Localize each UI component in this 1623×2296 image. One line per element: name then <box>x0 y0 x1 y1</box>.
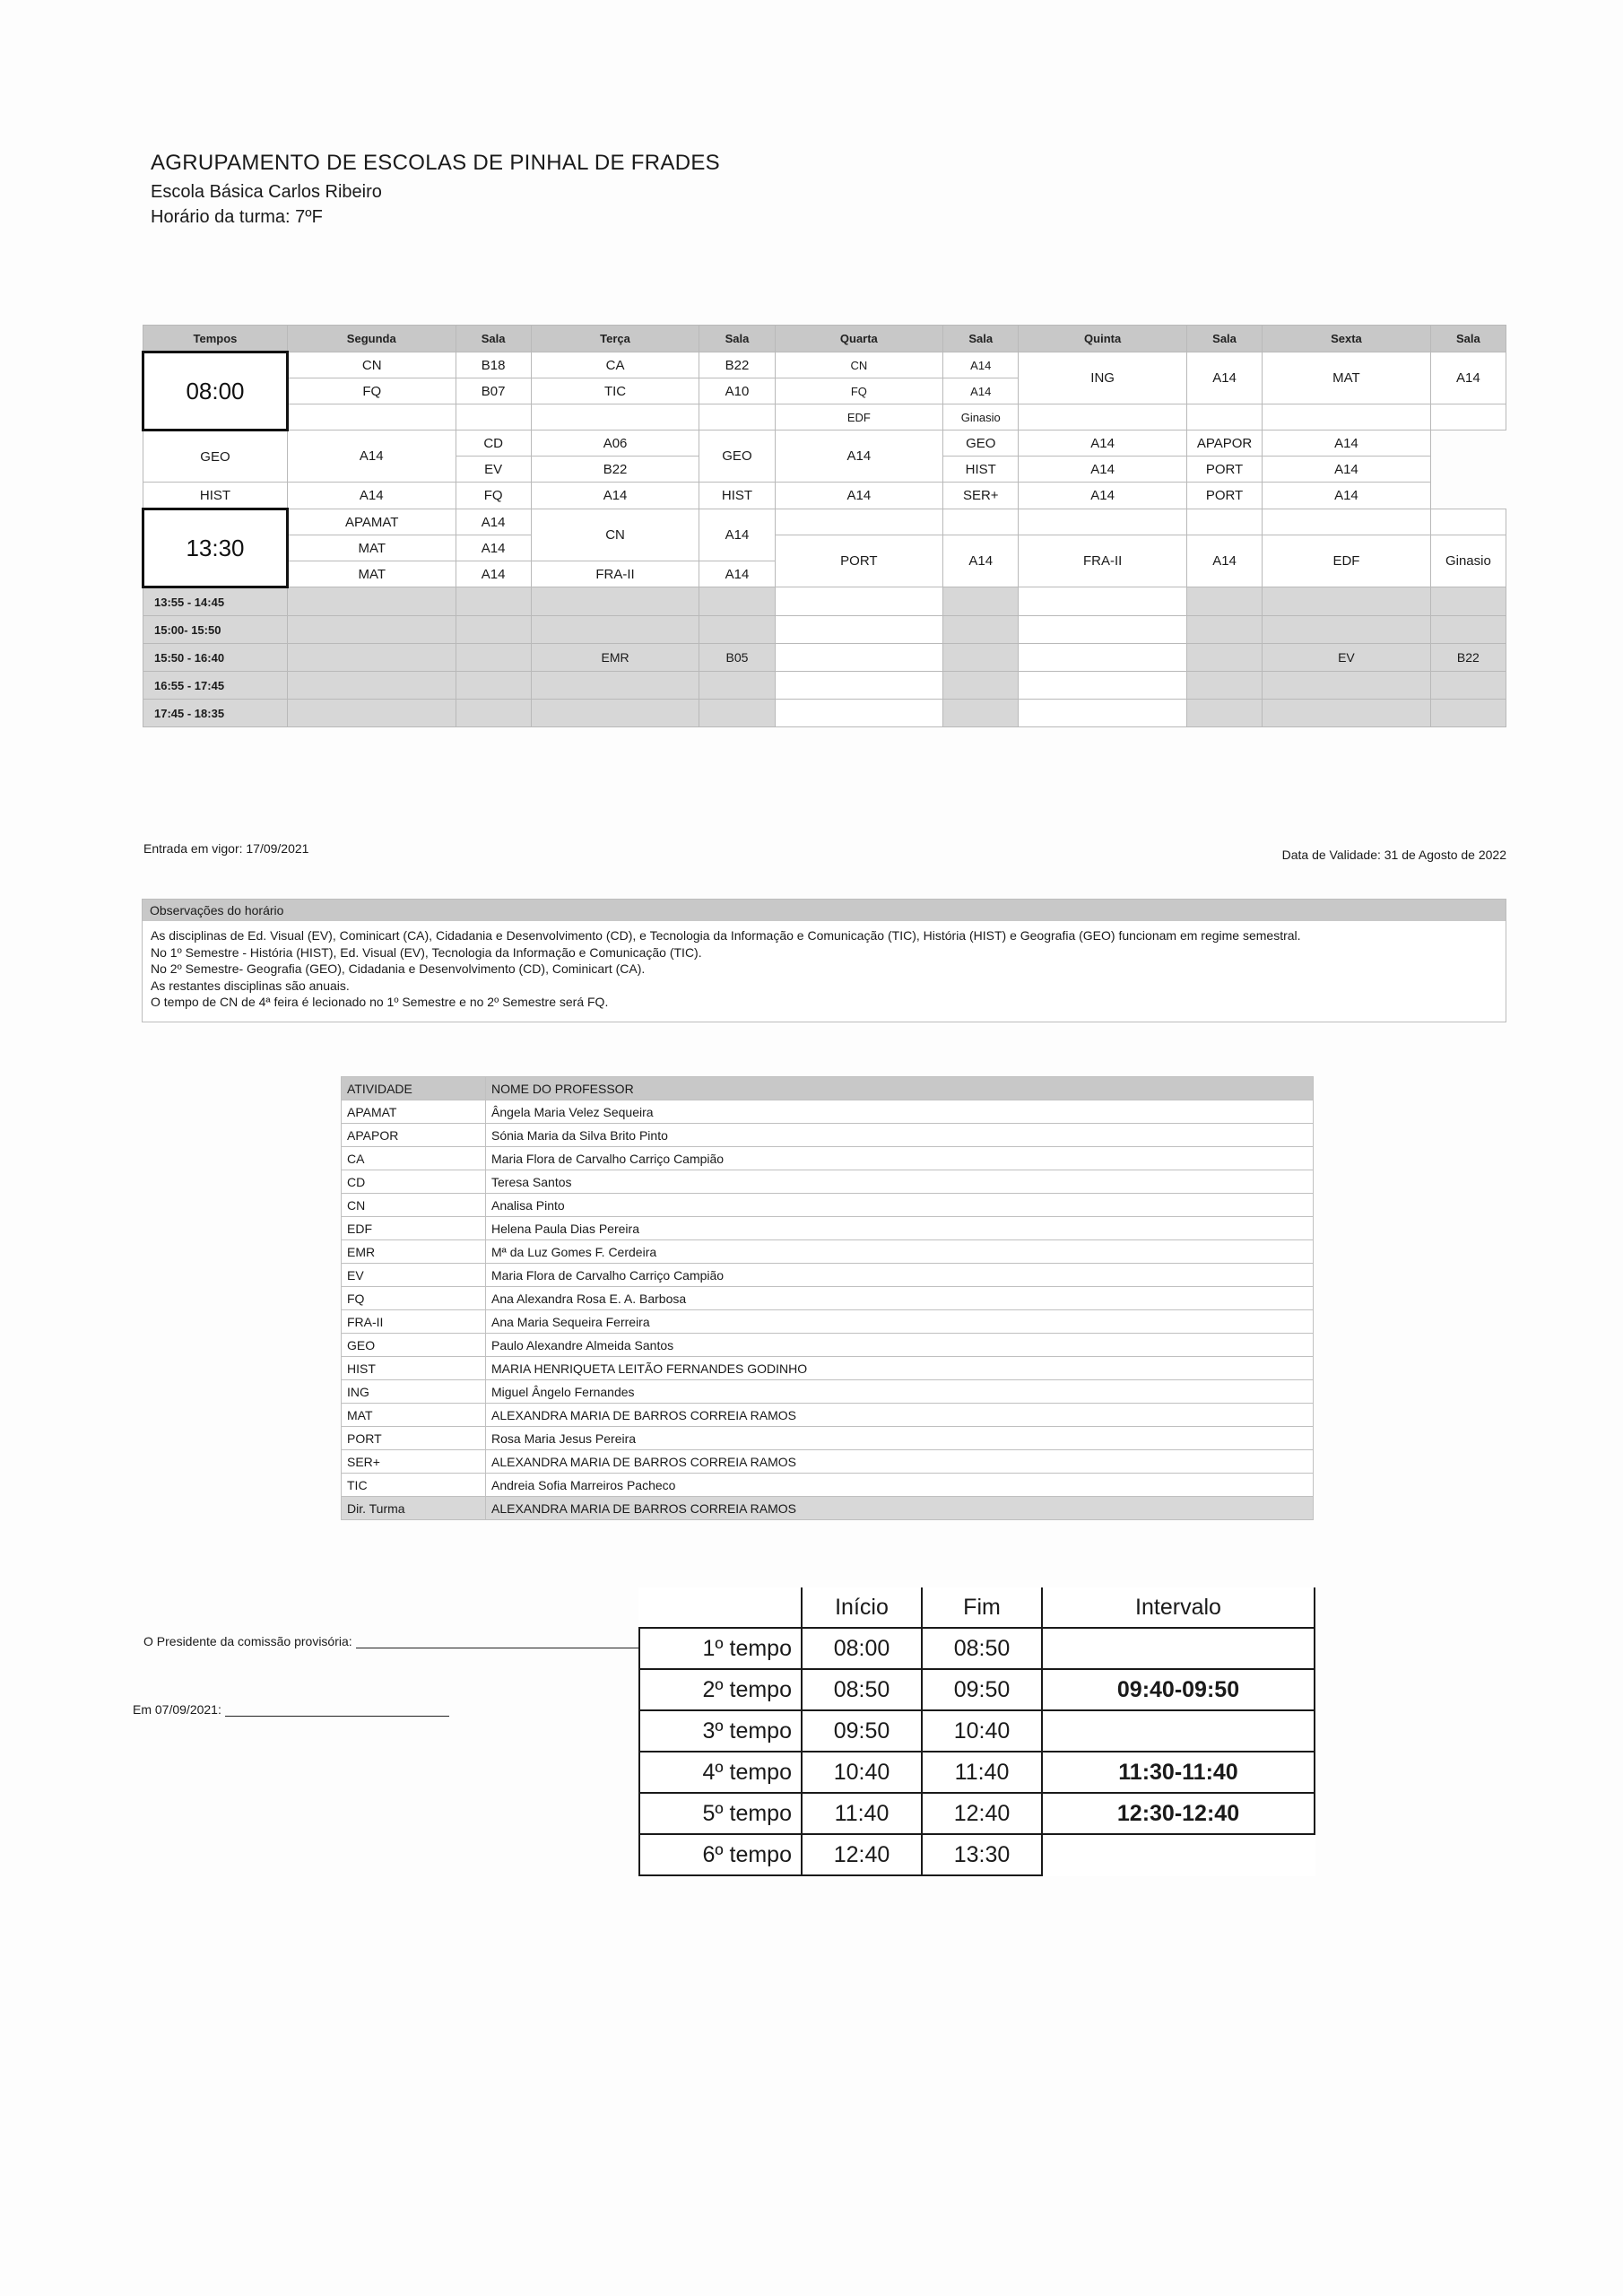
times-intervalo-1 <box>1042 1628 1315 1669</box>
slot-quinta-a3 <box>1019 644 1187 672</box>
times-intervalo-4: 11:30-11:40 <box>1042 1752 1315 1793</box>
slot-segunda-1: CN <box>287 352 456 378</box>
slot-quarta-a3 <box>775 644 943 672</box>
sala-segunda-2: B07 <box>456 378 531 404</box>
teacher-code: FQ <box>342 1287 486 1310</box>
slot-quarta-1: CN <box>775 352 943 378</box>
times-intervalo-2: 09:40-09:50 <box>1042 1669 1315 1710</box>
teacher-code: SER+ <box>342 1450 486 1474</box>
sala-segunda-a4 <box>456 672 531 700</box>
times-fim-3: 10:40 <box>922 1710 1042 1752</box>
slot-quinta-1: ING <box>1019 352 1187 404</box>
slot-terca-a3: EMR <box>531 644 699 672</box>
times-intervalo-3 <box>1042 1710 1315 1752</box>
slot-sexta-7 <box>1263 509 1431 535</box>
sala-segunda-1: B18 <box>456 352 531 378</box>
president-signature-line <box>143 1634 643 1648</box>
sala-sexta-1: A14 <box>1430 352 1506 404</box>
sala-segunda-8: A14 <box>456 535 531 561</box>
teacher-code: HIST <box>342 1357 486 1380</box>
table-row <box>639 1628 1315 1669</box>
afternoon-label-2: 15:00- 15:50 <box>143 616 288 644</box>
timetable <box>142 325 1506 727</box>
teacher-name: ALEXANDRA MARIA DE BARROS CORREIA RAMOS <box>486 1450 1314 1474</box>
afternoon-label-1: 13:55 - 14:45 <box>143 587 288 616</box>
slot-terca-a4 <box>531 672 699 700</box>
times-tempo-5: 5º tempo <box>639 1793 802 1834</box>
col-header-sala-sexta: Sala <box>1430 326 1506 352</box>
slot-quinta-a5 <box>1019 700 1187 727</box>
observation-line-1: As disciplinas de Ed. Visual (EV), Cominicart (CA), Cidadania e Desenvolvimento (CD), e Tecnologia da Informação e Comunicação (TIC), História (HIST) e Geografia (GEO) funcionam em regime semestral. <box>151 928 1301 943</box>
col-header-atividade: ATIVIDADE <box>342 1077 486 1100</box>
observation-line-2: No 1º Semestre - História (HIST), Ed. Visual (EV), Tecnologia da Informação e Comunicação (TIC). <box>151 944 702 960</box>
times-inicio-4: 10:40 <box>802 1752 922 1793</box>
slot-sexta-1: MAT <box>1263 352 1431 404</box>
table-row <box>342 1194 1314 1217</box>
slot-quinta-8: FRA-II <box>1019 535 1187 587</box>
slot-segunda-3 <box>287 404 456 430</box>
class-line: Horário da turma: 7ºF <box>151 207 323 227</box>
slot-sexta-a4 <box>1263 672 1431 700</box>
sala-quarta-a4 <box>943 672 1019 700</box>
sala-sexta-5: A14 <box>1263 457 1431 483</box>
teacher-code: APAMAT <box>342 1100 486 1124</box>
sala-terca-7: A14 <box>699 509 775 561</box>
table-row <box>342 1380 1314 1404</box>
col-header-sala-quarta: Sala <box>943 326 1019 352</box>
slot-segunda-6: HIST <box>143 483 288 509</box>
teacher-name: Mª da Luz Gomes F. Cerdeira <box>486 1240 1314 1264</box>
teacher-code: TIC <box>342 1474 486 1497</box>
sala-terca-4: A06 <box>531 430 699 457</box>
table-row <box>639 1669 1315 1710</box>
slot-quinta-5: HIST <box>943 457 1019 483</box>
teacher-code: FRA-II <box>342 1310 486 1334</box>
teacher-code: Dir. Turma <box>342 1497 486 1520</box>
sala-sexta-a3: B22 <box>1430 644 1506 672</box>
sala-quinta-6: A14 <box>1019 483 1187 509</box>
table-row <box>639 1793 1315 1834</box>
table-row <box>143 616 1506 644</box>
teacher-name: Maria Flora de Carvalho Carriço Campião <box>486 1264 1314 1287</box>
times-fim-2: 09:50 <box>922 1669 1042 1710</box>
slot-segunda-4: GEO <box>143 430 288 483</box>
table-row <box>342 1100 1314 1124</box>
sala-terca-3 <box>699 404 775 430</box>
slot-quarta-7 <box>775 509 943 535</box>
slot-quarta-6: HIST <box>699 483 775 509</box>
table-row <box>143 509 1506 535</box>
sala-segunda-3 <box>456 404 531 430</box>
slot-quarta-4: GEO <box>699 430 775 483</box>
sala-quinta-a3 <box>1186 644 1262 672</box>
table-row <box>342 1450 1314 1474</box>
table-row <box>143 587 1506 616</box>
slot-terca-1: CA <box>531 352 699 378</box>
sala-quinta-a4 <box>1186 672 1262 700</box>
times-col-header-blank <box>639 1587 802 1628</box>
slot-quinta-6: SER+ <box>943 483 1019 509</box>
col-header-tempos: Tempos <box>143 326 288 352</box>
time-label-afternoon: 13:30 <box>143 509 288 587</box>
table-row <box>342 1287 1314 1310</box>
sala-quarta-3: Ginasio <box>943 404 1019 430</box>
teacher-code: CD <box>342 1170 486 1194</box>
teacher-name: Ângela Maria Velez Sequeira <box>486 1100 1314 1124</box>
slot-terca-6: FQ <box>456 483 531 509</box>
slot-terca-7: CN <box>531 509 699 561</box>
times-col-header-inicio: Início <box>802 1587 922 1628</box>
times-inicio-5: 11:40 <box>802 1793 922 1834</box>
sala-quinta-a5 <box>1186 700 1262 727</box>
sala-quinta-a2 <box>1186 616 1262 644</box>
table-row <box>143 644 1506 672</box>
afternoon-label-4: 16:55 - 17:45 <box>143 672 288 700</box>
sala-quinta-5: A14 <box>1019 457 1187 483</box>
sala-sexta-7 <box>1430 509 1506 535</box>
sala-terca-1: B22 <box>699 352 775 378</box>
table-row <box>143 535 1506 561</box>
timetable-start-date: Entrada em vigor: 17/09/2021 <box>143 841 309 856</box>
teacher-code: APAPOR <box>342 1124 486 1147</box>
table-row <box>342 1497 1314 1520</box>
times-fim-4: 11:40 <box>922 1752 1042 1793</box>
slot-quinta-a2 <box>1019 616 1187 644</box>
teacher-name: Ana Alexandra Rosa E. A. Barbosa <box>486 1287 1314 1310</box>
times-tempo-6: 6º tempo <box>639 1834 802 1875</box>
sala-terca-a3: B05 <box>699 644 775 672</box>
slot-quinta-4: GEO <box>943 430 1019 457</box>
table-row <box>342 1357 1314 1380</box>
times-intervalo-5: 12:30-12:40 <box>1042 1793 1315 1834</box>
observations-box <box>142 899 1506 1022</box>
times-col-header-intervalo: Intervalo <box>1042 1587 1315 1628</box>
sala-quarta-6: A14 <box>775 483 943 509</box>
slot-terca-3 <box>531 404 699 430</box>
slot-terca-5: EV <box>456 457 531 483</box>
table-row <box>143 700 1506 727</box>
slot-segunda-a2 <box>287 616 456 644</box>
sala-sexta-a4 <box>1430 672 1506 700</box>
col-header-nome-professor: NOME DO PROFESSOR <box>486 1077 1314 1100</box>
table-row <box>639 1710 1315 1752</box>
times-fim-5: 12:40 <box>922 1793 1042 1834</box>
sala-sexta-4: A14 <box>1263 430 1431 457</box>
slot-quinta-3 <box>1019 404 1187 430</box>
sala-quinta-7 <box>1186 509 1262 535</box>
sala-terca-5: B22 <box>531 457 699 483</box>
slot-terca-2: TIC <box>531 378 699 404</box>
sala-terca-a1 <box>699 587 775 616</box>
slot-segunda-a3 <box>287 644 456 672</box>
teacher-name: Paulo Alexandre Almeida Santos <box>486 1334 1314 1357</box>
table-row <box>342 1310 1314 1334</box>
times-tempo-4: 4º tempo <box>639 1752 802 1793</box>
times-fim-6: 13:30 <box>922 1834 1042 1875</box>
slot-quarta-a5 <box>775 700 943 727</box>
times-fim-1: 08:50 <box>922 1628 1042 1669</box>
slot-sexta-4: APAPOR <box>1186 430 1262 457</box>
timetable-validity-date: Data de Validade: 31 de Agosto de 2022 <box>1281 848 1506 862</box>
table-row <box>342 1404 1314 1427</box>
teachers-header-row <box>342 1077 1314 1100</box>
table-row <box>143 430 1506 457</box>
col-header-quarta: Quarta <box>775 326 943 352</box>
afternoon-label-3: 15:50 - 16:40 <box>143 644 288 672</box>
date-signature-rule <box>225 1705 449 1717</box>
table-row <box>143 352 1506 378</box>
sala-terca-a4 <box>699 672 775 700</box>
sala-quarta-a5 <box>943 700 1019 727</box>
sala-quinta-3 <box>1186 404 1262 430</box>
table-row <box>143 672 1506 700</box>
teacher-name: ALEXANDRA MARIA DE BARROS CORREIA RAMOS <box>486 1497 1314 1520</box>
teacher-name: Ana Maria Sequeira Ferreira <box>486 1310 1314 1334</box>
sala-terca-2: A10 <box>699 378 775 404</box>
teacher-code: CN <box>342 1194 486 1217</box>
teacher-code: CA <box>342 1147 486 1170</box>
sala-sexta-8: Ginasio <box>1430 535 1506 587</box>
teacher-name: Analisa Pinto <box>486 1194 1314 1217</box>
table-row <box>143 404 1506 430</box>
sala-segunda-9: A14 <box>456 561 531 587</box>
sala-segunda-a5 <box>456 700 531 727</box>
sala-sexta-3 <box>1430 404 1506 430</box>
sala-segunda-a3 <box>456 644 531 672</box>
teacher-name: ALEXANDRA MARIA DE BARROS CORREIA RAMOS <box>486 1404 1314 1427</box>
observations-title: Observações do horário <box>143 900 1506 921</box>
slot-quinta-7 <box>1019 509 1187 535</box>
slot-sexta-6: PORT <box>1186 483 1262 509</box>
slot-terca-a1 <box>531 587 699 616</box>
table-row <box>639 1834 1315 1875</box>
table-row <box>342 1264 1314 1287</box>
document-header <box>151 151 958 228</box>
teacher-name: Maria Flora de Carvalho Carriço Campião <box>486 1147 1314 1170</box>
slot-quarta-a2 <box>775 616 943 644</box>
teacher-code: MAT <box>342 1404 486 1427</box>
col-header-terca: Terça <box>531 326 699 352</box>
slot-quarta-8: PORT <box>775 535 943 587</box>
sala-quarta-a2 <box>943 616 1019 644</box>
slot-terca-a2 <box>531 616 699 644</box>
teacher-name: Teresa Santos <box>486 1170 1314 1194</box>
teacher-name: MARIA HENRIQUETA LEITÃO FERNANDES GODINHO <box>486 1357 1314 1380</box>
slot-quarta-a4 <box>775 672 943 700</box>
times-tempo-1: 1º tempo <box>639 1628 802 1669</box>
slot-sexta-a5 <box>1263 700 1431 727</box>
table-row <box>342 1124 1314 1147</box>
table-row <box>342 1217 1314 1240</box>
times-inicio-6: 12:40 <box>802 1834 922 1875</box>
slot-quarta-3: EDF <box>775 404 943 430</box>
sala-segunda-a1 <box>456 587 531 616</box>
sala-terca-a5 <box>699 700 775 727</box>
sala-terca-a2 <box>699 616 775 644</box>
sala-quarta-1: A14 <box>943 352 1019 378</box>
sala-quarta-7 <box>943 509 1019 535</box>
teacher-name: Sónia Maria da Silva Brito Pinto <box>486 1124 1314 1147</box>
observation-line-3: No 2º Semestre- Geografia (GEO), Cidadania e Desenvolvimento (CD), Cominicart (CA). <box>151 961 646 977</box>
slot-terca-a5 <box>531 700 699 727</box>
col-header-quinta: Quinta <box>1019 326 1187 352</box>
teacher-code: PORT <box>342 1427 486 1450</box>
times-tempo-2: 2º tempo <box>639 1669 802 1710</box>
table-row <box>342 1474 1314 1497</box>
president-signature-rule <box>356 1637 643 1648</box>
afternoon-label-5: 17:45 - 18:35 <box>143 700 288 727</box>
teacher-code: EDF <box>342 1217 486 1240</box>
slot-segunda-a1 <box>287 587 456 616</box>
col-header-sala-terca: Sala <box>699 326 775 352</box>
sala-quarta-4: A14 <box>775 430 943 483</box>
sala-quinta-1: A14 <box>1186 352 1262 404</box>
slot-segunda-a4 <box>287 672 456 700</box>
observation-line-5: O tempo de CN de 4ª feira é lecionado no 1º Semestre e no 2º Semestre será FQ. <box>151 995 609 1010</box>
slot-quinta-a4 <box>1019 672 1187 700</box>
table-row <box>639 1752 1315 1793</box>
slot-sexta-5: PORT <box>1186 457 1262 483</box>
sala-segunda-7: A14 <box>456 509 531 535</box>
table-row <box>342 1170 1314 1194</box>
times-header-row <box>639 1587 1315 1628</box>
sala-segunda-6: A14 <box>287 483 456 509</box>
times-col-header-fim: Fim <box>922 1587 1042 1628</box>
school-group-title: AGRUPAMENTO DE ESCOLAS DE PINHAL DE FRADES <box>151 151 720 175</box>
president-label: O Presidente da comissão provisória: <box>143 1634 352 1648</box>
teacher-code: ING <box>342 1380 486 1404</box>
teachers-table <box>341 1076 1314 1520</box>
sala-terca-6: A14 <box>531 483 699 509</box>
sala-quarta-2: A14 <box>943 378 1019 404</box>
date-signature-line <box>133 1702 449 1717</box>
slot-sexta-a3: EV <box>1263 644 1431 672</box>
slot-sexta-8: EDF <box>1263 535 1431 587</box>
teacher-name: Helena Paula Dias Pereira <box>486 1217 1314 1240</box>
sala-sexta-a5 <box>1430 700 1506 727</box>
sala-sexta-6: A14 <box>1263 483 1431 509</box>
slot-segunda-8: MAT <box>287 535 456 561</box>
teacher-name: Rosa Maria Jesus Pereira <box>486 1427 1314 1450</box>
times-intervalo-6 <box>1042 1834 1315 1875</box>
sala-quinta-a1 <box>1186 587 1262 616</box>
sala-quarta-8: A14 <box>943 535 1019 587</box>
col-header-sexta: Sexta <box>1263 326 1431 352</box>
slot-sexta-3 <box>1263 404 1431 430</box>
teacher-name: Andreia Sofia Marreiros Pacheco <box>486 1474 1314 1497</box>
slot-sexta-a2 <box>1263 616 1431 644</box>
times-inicio-2: 08:50 <box>802 1669 922 1710</box>
table-row <box>143 483 1506 509</box>
sala-terca-9: A14 <box>699 561 775 587</box>
slot-segunda-2: FQ <box>287 378 456 404</box>
times-inicio-1: 08:00 <box>802 1628 922 1669</box>
teacher-code: EV <box>342 1264 486 1287</box>
times-table <box>638 1587 1315 1876</box>
sala-quarta-a1 <box>943 587 1019 616</box>
col-header-segunda: Segunda <box>287 326 456 352</box>
col-header-sala-quinta: Sala <box>1186 326 1262 352</box>
slot-quarta-a1 <box>775 587 943 616</box>
teacher-code: EMR <box>342 1240 486 1264</box>
observations-body <box>143 921 1506 1022</box>
observation-line-4: As restantes disciplinas são anuais. <box>151 978 350 993</box>
teacher-code: GEO <box>342 1334 486 1357</box>
sala-quinta-8: A14 <box>1186 535 1262 587</box>
slot-quinta-a1 <box>1019 587 1187 616</box>
col-header-sala-segunda: Sala <box>456 326 531 352</box>
sala-segunda-a2 <box>456 616 531 644</box>
sala-sexta-a1 <box>1430 587 1506 616</box>
times-tempo-3: 3º tempo <box>639 1710 802 1752</box>
slot-sexta-a1 <box>1263 587 1431 616</box>
slot-segunda-a5 <box>287 700 456 727</box>
table-row <box>342 1147 1314 1170</box>
time-label-morning: 08:00 <box>143 352 288 430</box>
date-label: Em 07/09/2021: <box>133 1702 221 1717</box>
sala-segunda-4: A14 <box>287 430 456 483</box>
school-name: Escola Básica Carlos Ribeiro <box>151 182 382 202</box>
slot-quarta-2: FQ <box>775 378 943 404</box>
timetable-header-row <box>143 326 1506 352</box>
table-row <box>342 1334 1314 1357</box>
sala-quarta-a3 <box>943 644 1019 672</box>
sala-quinta-4: A14 <box>1019 430 1187 457</box>
sala-sexta-a2 <box>1430 616 1506 644</box>
table-row <box>342 1427 1314 1450</box>
slot-terca-4: CD <box>456 430 531 457</box>
table-row <box>342 1240 1314 1264</box>
slot-segunda-9: MAT <box>287 561 456 587</box>
teacher-name: Miguel Ângelo Fernandes <box>486 1380 1314 1404</box>
slot-terca-9: FRA-II <box>531 561 699 587</box>
slot-segunda-7: APAMAT <box>287 509 456 535</box>
times-inicio-3: 09:50 <box>802 1710 922 1752</box>
